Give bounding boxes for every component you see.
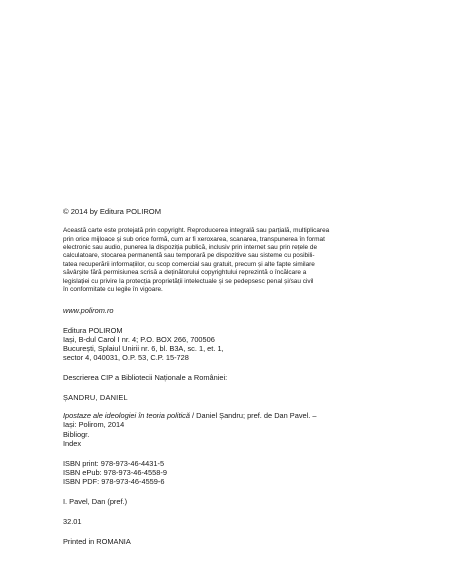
book-title-line <box>63 411 403 420</box>
legal-line: în conformitate cu legile în vigoare. <box>63 286 163 294</box>
isbn-list <box>63 459 403 486</box>
book-title: Ipostaze ale ideologiei în teoria politică <box>63 411 190 421</box>
copyright-page <box>63 207 403 546</box>
book-responsibility: / Daniel Șandru; pref. de Dan Pavel. – <box>189 411 317 421</box>
isbn-epub: ISBN ePub: 978-973-46-4558-9 <box>63 467 167 477</box>
publisher-line: sector 4, 040031, O.P. 53, C.P. 15-728 <box>63 353 189 363</box>
author-name: ȘANDRU, DANIEL <box>63 393 128 403</box>
legal-line: săvârșite fără permisiunea scrisă a deținătorului copyrightului reprezintă o încălcare a <box>63 269 307 277</box>
book-index: Index <box>63 438 82 448</box>
copyright-notice: © 2014 by Editura POLIROM <box>63 207 162 216</box>
website-link[interactable]: www.polirom.ro <box>63 305 114 315</box>
legal-notice <box>63 227 403 295</box>
printed-in: Printed in ROMANIA <box>63 537 131 547</box>
classification-number: 32.01 <box>63 517 82 527</box>
legal-line: legislației cu privire la protecția proprietății intelectuale și se pedepsesc penal și/sau civil <box>63 277 314 285</box>
book-bibliogr: Bibliogr. <box>63 429 90 439</box>
publisher-line: Editura POLIROM <box>63 325 123 335</box>
book-imprint: Iași: Polirom, 2014 <box>63 420 125 430</box>
publisher-line: București, Splaiul Unirii nr. 6, bl. B3A, sc. 1, et. 1, <box>63 344 224 353</box>
cip-title: Descrierea CIP a Bibliotecii Naționale a României: <box>63 373 228 383</box>
publisher-line: Iași, B-dul Carol I nr. 4; P.O. BOX 266, 700506 <box>63 334 215 344</box>
legal-line: calculatoare, stocarea permanentă sau temporară pe dispozitive sau sisteme cu posibili- <box>63 252 315 260</box>
publisher-address <box>63 326 403 362</box>
legal-line: tatea recuperării informațiilor, cu scop comercial sau gratuit, precum și alte fapte similare <box>63 260 315 268</box>
contributor: I. Pavel, Dan (pref.) <box>63 497 128 507</box>
legal-line: electronic sau audio, punerea la dispoziția publică, inclusiv prin internet sau prin rețele de <box>63 244 318 251</box>
legal-line: prin orice mijloace și sub orice formă, cum ar fi xeroxarea, scanarea, transpunerea în format <box>63 235 325 243</box>
legal-line: Această carte este protejată prin copyright. Reproducerea integrală sau parțială, multiplicarea <box>63 227 330 235</box>
isbn-print: ISBN print: 978-973-46-4431-5 <box>63 458 165 468</box>
cip-record <box>63 393 403 447</box>
isbn-pdf: ISBN PDF: 978-973-46-4559-6 <box>63 476 165 486</box>
